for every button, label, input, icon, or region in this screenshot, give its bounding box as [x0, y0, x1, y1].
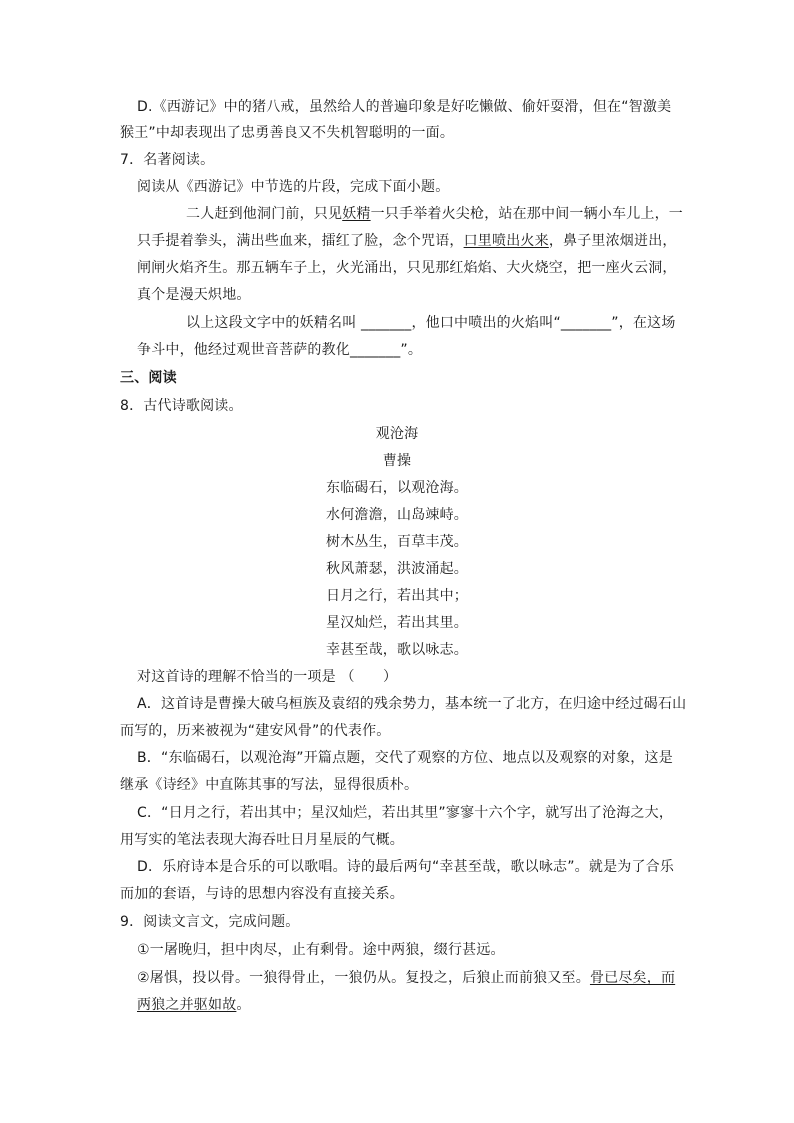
q6-option-d-line1: D.《西游记》中的猪八戒，虽然给人的普遍印象是好吃懒做、偷奸耍滑，但在“智激美 — [137, 99, 672, 115]
q9-paragraph-1: ①一屠晚归，担中肉尽，止有剩骨。途中两狼，缀行甚远。 — [137, 942, 505, 958]
q8-stem: 对这首诗的理解不恰当的一项是 （ ） — [137, 669, 398, 685]
q9-paragraph-2-line1: ②屠惧，投以骨。一狼得骨止，一狼仍从。复投之，后狼止而前狼又至。骨已尽矣，而 — [137, 970, 676, 986]
q8-option-d-line2: 而加的套语，与诗的思想内容没有直接关系。 — [120, 886, 404, 902]
q9-title: 9．阅读文言文，完成问题。 — [120, 914, 300, 930]
q8-option-c-line2: 用写实的笔法表现大海吞吐日月星辰的气概。 — [120, 832, 404, 848]
q7-passage-line2: 只手提着拳头，满出些血来，擂红了脸，念个咒语，口里喷出火来，鼻子里浓烟迸出， — [137, 233, 677, 249]
q7-passage-line3: 闸闸火焰齐生。那五辆车子上，火光涌出，只见那红焰焰、大火烧空，把一座火云洞， — [137, 260, 677, 276]
q7-passage-line4: 真个是漫天炽地。 — [137, 287, 251, 303]
q6-option-d-line2: 猴王”中却表现出了忠勇善良又不失机智聪明的一面。 — [120, 125, 455, 141]
q7-question-line1: 以上这段文字中的妖精名叫 _______，他口中喷出的火焰叫“_______”，在这场 — [186, 315, 676, 331]
poem-line: 星汉灿烂，若出其里。 — [326, 615, 468, 631]
q8-title: 8．古代诗歌阅读。 — [120, 398, 243, 414]
q8-option-c-line1: C．“日月之行，若出其中；星汉灿烂，若出其里”寥寥十六个字，就写出了沧海之大， — [137, 805, 674, 821]
section-3-title: 三、阅读 — [120, 370, 177, 386]
q8-option-d-line1: D．乐府诗本是合乐的可以歌唱。诗的最后两句“幸甚至哉，歌以咏志”。就是为了合乐 — [137, 859, 675, 875]
q7-intro: 阅读从《西游记》中节选的片段，完成下面小题。 — [137, 179, 450, 195]
poem-line: 幸甚至哉，歌以咏志。 — [326, 642, 468, 658]
q7-passage-line1: 二人赶到他洞门前，只见妖精一只手举着火尖枪，站在那中间一辆小车儿上，一 — [186, 206, 684, 222]
poem-line: 水何澹澹，山岛竦峙。 — [326, 507, 468, 523]
underlined-fire: 口里喷出火来 — [463, 233, 549, 249]
q8-option-a-line2: 而写的，历来被视为“建安风骨”的代表作。 — [120, 723, 391, 739]
poem-author: 曹操 — [382, 453, 412, 469]
q7-title: 7．名著阅读。 — [120, 152, 215, 168]
poem-line: 树木丛生，百草丰茂。 — [326, 534, 468, 550]
poem-line: 日月之行，若出其中； — [326, 588, 468, 604]
q7-question-line2: 争斗中，他经过观世音菩萨的教化_______”。 — [137, 342, 423, 358]
poem-line: 秋风萧瑟，洪波涌起。 — [326, 561, 468, 577]
underlined-sentence-part2: 两狼之并驱如故 — [137, 997, 237, 1013]
underlined-sentence-part1: 骨已尽矣，而 — [589, 970, 676, 986]
poem-title: 观沧海 — [375, 426, 419, 442]
q8-option-b-line2: 继承《诗经》中直陈其事的写法，显得很质朴。 — [120, 777, 419, 793]
q9-paragraph-2-line2: 两狼之并驱如故。 — [137, 997, 251, 1013]
poem-line: 东临碣石，以观沧海。 — [326, 480, 468, 496]
q8-option-a-line1: A．这首诗是曹操大破乌桓族及袁绍的残余势力，基本统一了北方，在归途中经过碣石山 — [137, 696, 687, 712]
underlined-demon: 妖精 — [342, 206, 371, 222]
q8-option-b-line1: B．“东临碣石，以观沧海”开篇点题，交代了观察的方位、地点以及观察的对象，这是 — [137, 750, 673, 766]
